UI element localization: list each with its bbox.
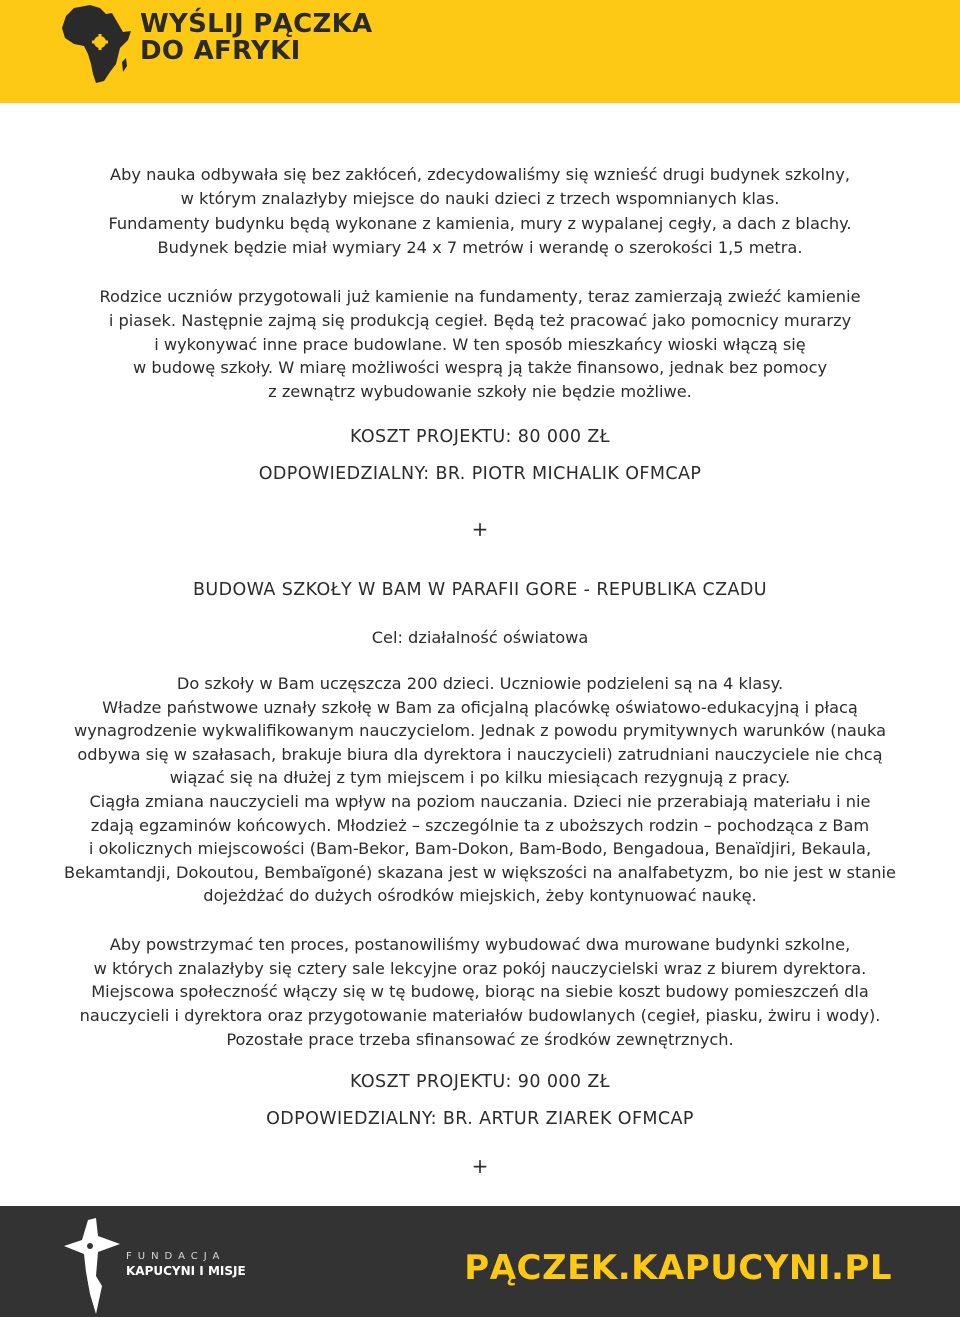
text-line: Miejscowa społeczność włączy się w tę budowę, biorąc na siebie koszt budowy pomieszczeń dla (91, 982, 869, 1002)
header-banner (0, 0, 960, 103)
text-line: z zewnątrz wybudowanie szkoły nie będzie możliwe. (268, 382, 692, 401)
text-line: i wykonywać inne prace budowlane. W ten sposób mieszkańcy wioski włączą się (154, 334, 806, 354)
text-line: Bekamtandji, Dokoutou, Bembaïgoné) skazana jest w większości na analfabetyzm, bo nie jest w stanie (64, 862, 896, 882)
africa-map-icon (60, 4, 132, 84)
text-line: nauczycieli i dyrektora oraz przygotowanie materiałów budowlanych (cegieł, piasku, żwiru i wody). (79, 1006, 881, 1026)
section1-cost: KOSZT PROJEKTU: 80 000 ZŁ (349, 426, 611, 447)
text-line: wynagrodzenie wykwalifikowanym nauczycielom. Jednak z powodu prymitywnych warunków (nauka (73, 721, 887, 741)
text-line: wiązać się na dłużej z tym miejscem i po kilku miesiącach rezygnują z pracy. (169, 768, 791, 788)
text-line: zdają egzaminów końcowych. Młodzież – szczególnie ta z uboższych rodzin – pochodząca z Bam (90, 815, 870, 835)
section1-paragraph-1 (40, 163, 920, 260)
foundation-label-main: KAPUCYNI I MISJE (126, 1264, 246, 1278)
section1-paragraph-2 (40, 285, 920, 404)
text-line: dojeżdżać do dużych ośrodków miejskich, żeby kontynuować naukę. (203, 886, 757, 906)
logo-line-1: WYŚLIJ PĄCZKA (140, 9, 373, 39)
section2-cost: KOSZT PROJEKTU: 90 000 ZŁ (349, 1072, 611, 1093)
text-line: i piasek. Następnie zajmą się produkcją cegieł. Będą też pracować jako pomocnicy murarzy (108, 310, 852, 330)
text-line: Pozostałe prace trzeba sfinansować ze środków zewnętrznych. (226, 1029, 734, 1049)
text-line: w budowę szkoły. W miarę możliwości wesprą ją także finansowo, jednak bez pomocy (132, 358, 828, 378)
section2-goal: Cel: działalność oświatowa (371, 627, 589, 647)
section2-paragraph-2 (40, 933, 920, 1052)
separator-plus: + (471, 516, 489, 541)
section2-paragraph-1 (40, 672, 920, 908)
text-line: Ciągła zmiana nauczycieli ma wpływ na poziom nauczania. Dzieci nie przerabiają materiału i nie (89, 791, 871, 811)
text-line: i okolicznych miejscowości (Bam-Bekor, Bam-Dokon, Bam-Bodo, Bengadoua, Benaïdjiri, Bekaula, (88, 839, 872, 859)
text-line: Władze państwowe uznały szkołę w Bam za oficjalną placówkę oświatowo-edukacyjną i płacą (102, 697, 858, 717)
logo-line-2: DO AFRYKI (140, 36, 301, 66)
website-link[interactable]: PĄCZEK.KAPUCYNI.PL (464, 1248, 892, 1288)
text-line: w których znalazłyby się cztery sale lekcyjne oraz pokój nauczycielski wraz z biurem dyrektora. (93, 958, 867, 978)
text-line: Aby nauka odbywała się bez zakłóceń, zdecydowaliśmy się wznieść drugi budynek szkolny, (110, 165, 850, 184)
logo-wordmark (140, 11, 372, 65)
footer-bar (0, 1206, 960, 1317)
section1-responsible: ODPOWIEDZIALNY: BR. PIOTR MICHALIK OFMCAP (258, 463, 702, 484)
tau-cross-icon (62, 1216, 126, 1316)
section2-responsible: ODPOWIEDZIALNY: BR. ARTUR ZIAREK OFMCAP (266, 1109, 694, 1130)
text-line: Budynek będzie miał wymiary 24 x 7 metrów i werandę o szerokości 1,5 metra. (157, 237, 803, 257)
text-line: w którym znalazłyby miejsce do nauki dzieci z trzech wspomnianych klas. (180, 189, 780, 209)
foundation-label-top: FUNDACJA (126, 1251, 226, 1262)
text-line: Rodzice uczniów przygotowali już kamienie na fundamenty, teraz zamierzają zwieźć kamienie (99, 287, 861, 307)
section2-title: BUDOWA SZKOŁY W BAM W PARAFII GORE - REPUBLIKA CZADU (192, 579, 768, 600)
main-content (40, 163, 920, 1177)
text-line: Do szkoły w Bam uczęszcza 200 dzieci. Uczniowie podzieleni są na 4 klasy. (176, 674, 784, 693)
text-line: Fundamenty budynku będą wykonane z kamienia, mury z wypalanej cegły, a dach z blachy. (108, 213, 852, 233)
separator-plus: + (471, 1154, 489, 1179)
text-line: odbywa się w szałasach, brakuje biura dla dyrektora i nauczycieli) zatrudniani nauczyciele nie chcą (77, 744, 883, 764)
text-line: Aby powstrzymać ten proces, postanowiliśmy wybudować dwa murowane budynki szkolne, (109, 934, 851, 954)
